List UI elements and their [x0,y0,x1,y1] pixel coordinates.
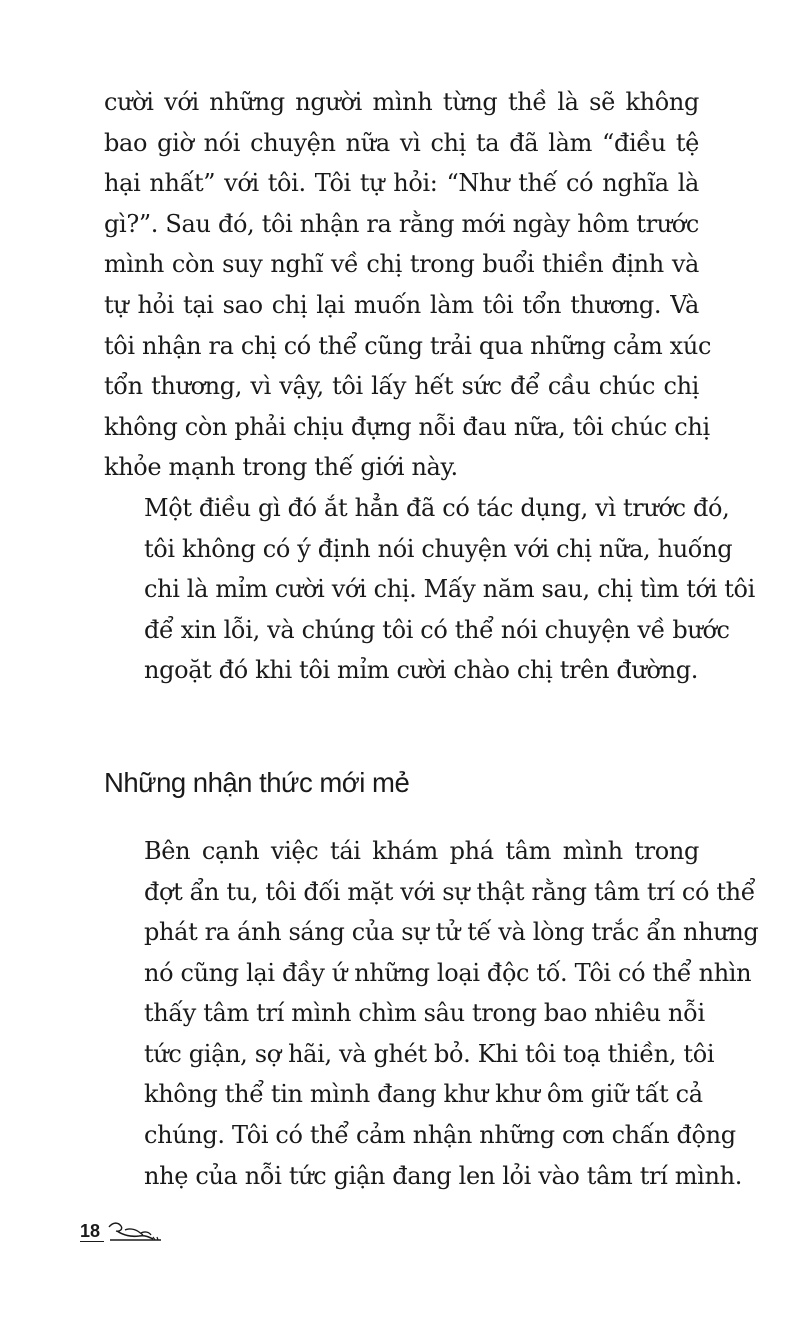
section-heading: Những nhận thức mới mẻ [104,766,410,798]
text-line: tức giận, sợ hãi, và ghét bỏ. Khi tôi toạ thiền, tôi [144,1039,715,1068]
paragraph [104,82,712,488]
text-line: chúng. Tôi có thể cảm nhận những cơn chấn động [144,1121,736,1150]
book-page [104,82,759,1196]
text-line: nhẹ của nỗi tức giận đang len lỏi vào tâm trí mình. [144,1161,742,1190]
text-line: tôi không có ý định nói chuyện với chị nữa, huống [144,534,733,563]
text-line: đợt ẩn tu, tôi đối mặt với sự thật rằng tâm trí có thể [144,877,756,906]
page-number: 18 [80,1221,104,1242]
text-line: cười với những người mình từng thề là sẽ không [104,88,699,116]
page-footer [80,1212,163,1242]
text-line: tổn thương, vì vậy, tôi lấy hết sức để cầu chúc chị [104,372,699,401]
text-line: khỏe mạnh trong thế giới này. [104,453,458,482]
text-line: hại nhất” với tôi. Tôi tự hỏi: “Như thế có nghĩa là [104,169,699,198]
reclining-figure-icon [105,1218,163,1242]
text-line: để xin lỗi, và chúng tôi có thể nói chuyện về bước [144,615,730,644]
text-line: Bên cạnh việc tái khám phá tâm mình trong [144,836,699,865]
text-line: chi là mỉm cười với chị. Mấy năm sau, chị tìm tới tôi [144,575,755,604]
text-line: mình còn suy nghĩ về chị trong buổi thiền định và [104,250,699,279]
text-line: Một điều gì đó ắt hẳn đã có tác dụng, vì trước đó, [144,493,730,522]
text-line: nó cũng lại đầy ứ những loại độc tố. Tôi có thể nhìn [144,958,752,987]
text-line: tự hỏi tại sao chị lại muốn làm tôi tổn thương. Và [104,290,699,319]
text-section-1 [104,82,755,691]
text-line: không thể tin mình đang khư khư ôm giữ tất cả [144,1080,703,1109]
text-section-2 [104,831,759,1196]
text-line: gì?”. Sau đó, tôi nhận ra rằng mới ngày hôm trước [104,209,699,238]
text-line: phát ra ánh sáng của sự tử tế và lòng trắc ẩn nhưng [144,918,759,947]
paragraph [104,488,755,691]
text-line: không còn phải chịu đựng nỗi đau nữa, tôi chúc chị [104,412,710,441]
text-line: bao giờ nói chuyện nữa vì chị ta đã làm “điều tệ [104,128,699,157]
paragraph [104,831,759,1196]
text-line: ngoặt đó khi tôi mỉm cười chào chị trên đường. [144,656,698,685]
text-line: tôi nhận ra chị có thể cũng trải qua những cảm xúc [104,331,712,360]
text-line: thấy tâm trí mình chìm sâu trong bao nhiêu nỗi [144,999,705,1028]
